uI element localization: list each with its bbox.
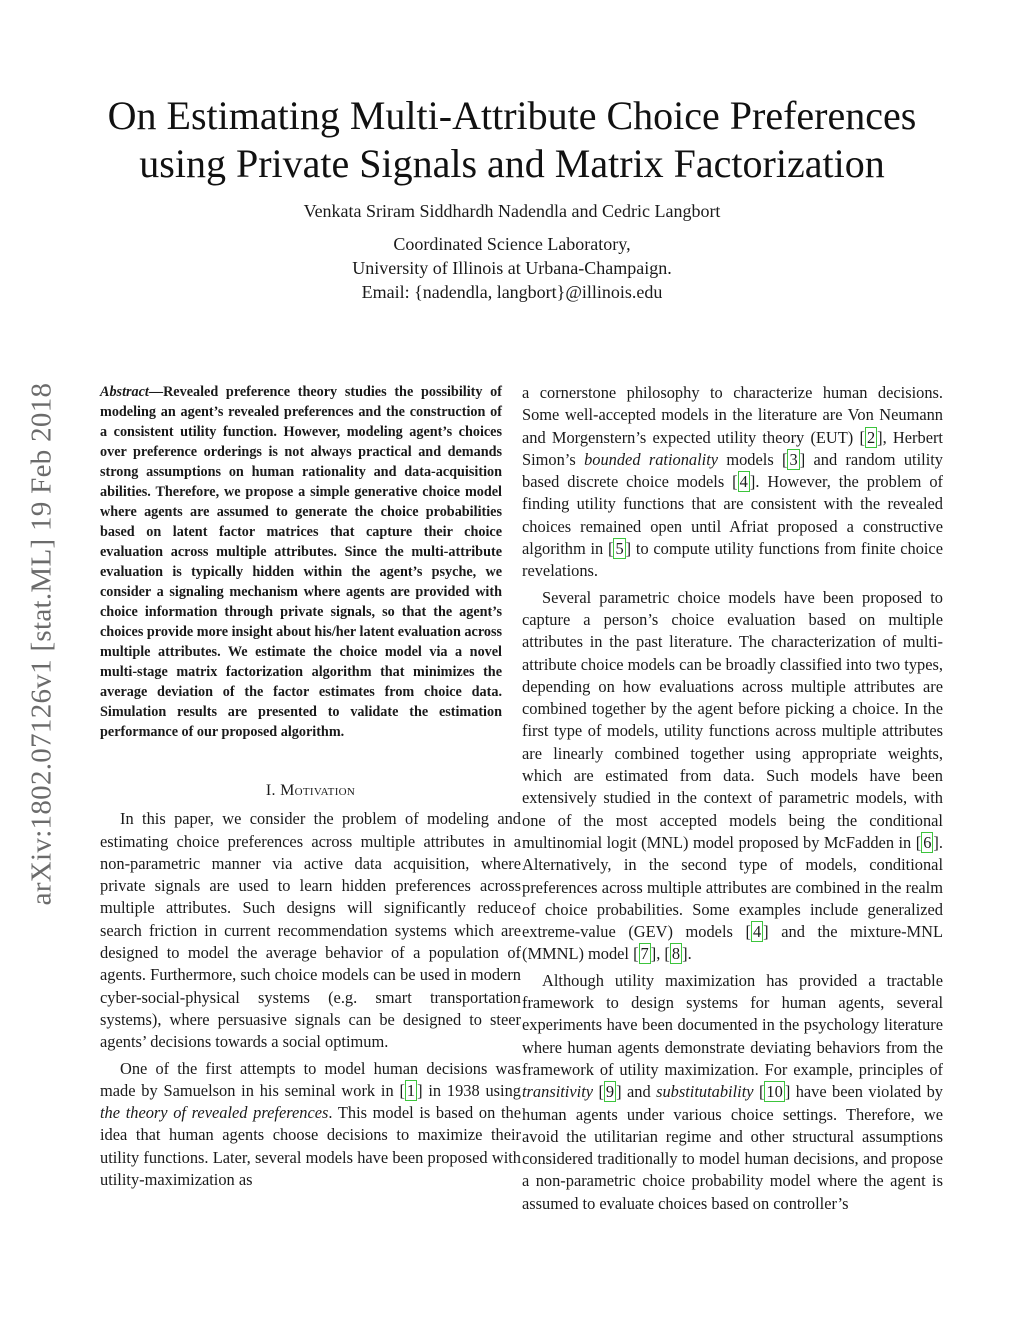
abstract-text: —Revealed preference theory studies the possibility of modeling an agent’s revealed preferences and the construction of a consistent utility function. However, modeling agent’s choices over preference orderings is not always practical and demands strong assumptions on human rationality and data-acquisition abilities. Therefore, we propose a simple generative choice model where agents are assumed to generate the choice probabilities based on latent factor matrices that capture their choice evaluation across multiple attributes. Since the multi-attribute evaluation is typically hidden within the agent’s psyche, we consider a signaling mechanism where agents are provided with choice information through private signals, so that the agent’s choices provide more insight about his/her latent evaluation across multiple attributes. We estimate the choice model via a novel multi-stage matrix factorization algorithm that minimizes the average deviation of the factor estimates from choice data. Simulation results are presented to validate the estimation performance of our proposed algorithm. <box>100 384 502 740</box>
text-run <box>754 1082 759 1101</box>
body-paragraph-parametric-models: Several parametric choice models have been proposed to capture a person’s choice evaluation based on multiple attributes in the past literature. The characterization of multi-attribute choice models can be broadly classified into two types, depending on how evaluations across multiple attributes are combined together by the agent before picking a choice. In the first type of models, utility functions across multiple attributes are linearly combined together using appropriate weights, which are estimated from data. Such models have been extensively studied in the context of parametric models, with one of the most accepted models being the conditional multinomial logit (MNL) model proposed by McFadden in [ 6 ]. Alternatively, in the second type of models, conditional preferences across multiple attributes are combined in the realm of choice probabilities. Some examples include generalized extreme-value (GEV) models [ 4 ] and the mixture-MNL (MMNL) model [ 7 ], [ 8 ]. <box>522 587 943 964</box>
section-title: Motivation <box>280 782 356 799</box>
arxiv-side-identifier: arXiv:1802.07126v1 [stat.ML] 19 Feb 2018 <box>25 382 58 906</box>
text-run: have been violated by human agents under various choice settings. Therefore, we avoid the utilitarian regime and other structural assumptions considered traditionally to model human decisions, and propose a non-parametric choice probability model where the agent is assumed to evaluate choices based on controller’s <box>522 1082 943 1213</box>
affiliation-email: Email: {nadendla, langbort}@illinois.edu <box>361 282 663 302</box>
citation-link[interactable]: 3 <box>789 449 798 469</box>
title-line-2: using Private Signals and Matrix Factorization <box>139 141 885 186</box>
intro-paragraph-2: One of the first attempts to model human decisions was made by Samuelson in his seminal work in [ 1 ] in 1938 using the theory of revealed preferences. This model is based on the idea that human agents choose decisions to maximize their utility functions. Later, several models have been proposed with utility-maximization as <box>100 1058 521 1190</box>
paper-title <box>60 92 964 188</box>
citation-link[interactable]: 6 <box>923 832 932 852</box>
text-run: . Alternatively, in the second type of models, conditional preferences across multiple attributes are combined in the realm of choice probabilities. Some examples include generalized extreme-value (GEV) models <box>522 832 943 942</box>
text-run: in 1938 using <box>422 1080 521 1100</box>
emphasis-text: bounded rationality <box>584 449 719 469</box>
abstract-label: Abstract <box>100 384 149 400</box>
left-column <box>100 382 521 1191</box>
citation-link[interactable]: 7 <box>640 944 649 964</box>
text-run <box>593 1082 598 1101</box>
emphasis-text: the theory of revealed preferences <box>100 1103 329 1123</box>
right-column <box>522 382 943 1215</box>
emphasis-text: substitutability <box>656 1082 754 1102</box>
text-run: and <box>621 1082 657 1102</box>
section-heading-motivation <box>100 780 521 802</box>
citation-link[interactable]: 1 <box>406 1080 416 1100</box>
text-run: to compute utility functions from finite choice revelations. <box>522 539 943 581</box>
abstract <box>100 382 502 742</box>
citation-link[interactable]: 4 <box>752 922 762 942</box>
text-run: a cornerstone philosophy to characterize human decisions. Some well-accepted models in the literature are Von Neumann and Morgenstern’s expected utility theory (EUT) <box>522 383 943 447</box>
intro-paragraph-1: In this paper, we consider the problem of modeling and estimating choice preferences across multiple attributes in a non-parametric manner via active data acquisition, where private signals are used to learn hidden preferences across multiple attributes. Such designs will significantly reduce search friction in current recommendation systems which are designed to model the average behavior of a population of agents. Furthermore, such choice models can be used in modern cyber-social-physical systems (e.g. smart transportation systems), where persuasive signals can be designed to steer agents’ decisions towards a social optimum. <box>100 809 521 1052</box>
citation-link[interactable]: 4 <box>739 472 748 492</box>
body-paragraph-continued: a cornerstone philosophy to characterize human decisions. Some well-accepted models in the literature are Von Neumann and Morgenstern’s expected utility theory (EUT) [ 2 ], Herbert Simon’s bounded rationality models [ 3 ] and random utility based discrete choice models [ 4 ]. However, the problem of finding utility functions that are consistent with the revealed choices remained open until Afriat proposed a constructive algorithm in [ 5 ] to compute utility functions from finite choice revelations. <box>522 383 943 581</box>
section-number: I. <box>265 782 276 799</box>
text-run: , Herbert Simon’s <box>522 427 943 469</box>
emphasis-text: transitivity <box>522 1082 594 1102</box>
text-run: , <box>656 944 665 964</box>
text-run: Several parametric choice models have been proposed to capture a person’s choice evaluation based on multiple attributes in the past literature. The characterization of multi-attribute choice models can be broadly classified into two types, depending on how evaluations across multiple attributes are combined together by the agent before picking a choice. In the first type of models, utility functions across multiple attributes are linearly combined together using appropriate weights, which are estimated from data. Such models have been extensively studied in the context of parametric models, with one of the most accepted models being the conditional multinomial logit (MNL) model proposed by McFadden in <box>522 587 943 852</box>
text-run: . However, the problem of finding utility functions that are consistent with the revealed choices remained open until Afriat proposed a constructive algorithm in <box>522 472 943 559</box>
text-run: One of the first attempts to model human decisions was made by Samuelson in his seminal work in <box>100 1058 521 1100</box>
affiliation-line-2: University of Illinois at Urbana-Champaign. <box>352 258 672 278</box>
text-run: . <box>687 944 692 964</box>
title-line-1: On Estimating Multi-Attribute Choice Preferences <box>107 93 917 138</box>
text-run: and random utility based discrete choice models <box>522 449 943 492</box>
citation-link[interactable]: 10 <box>766 1082 783 1102</box>
citation-link[interactable]: 5 <box>615 539 624 559</box>
citation-link[interactable]: 8 <box>671 944 681 964</box>
text-run: and the mixture-MNL (MMNL) model <box>522 922 943 964</box>
affiliation-block <box>60 232 964 304</box>
text-run: Although utility maximization has provided a tractable framework to design systems for human agents, several experiments have been documented in the psychology literature where human agents demonstrate deviating behaviors from the framework of utility maximization. For example, principles of <box>522 970 943 1079</box>
body-paragraph-utility-maximization: Although utility maximization has provided a tractable framework to design systems for human agents, several experiments have been documented in the psychology literature where human agents demonstrate deviating behaviors from the framework of utility maximization. For example, principles of transitivity [ 9 ] and substitutability [ 10 ] have been violated by human agents under various choice settings. Therefore, we avoid the utilitarian regime and other structural assumptions considered traditionally to model human decisions, and propose a non-parametric choice probability model where the agent is assumed to evaluate choices based on controller’s <box>522 970 943 1213</box>
author-list: Venkata Sriram Siddhardh Nadendla and Cedric Langbort <box>303 201 721 221</box>
affiliation-line-1: Coordinated Science Laboratory, <box>393 234 631 254</box>
text-run: . This model is based on the idea that human agents choose decisions to maximize their utility functions. Later, several models have been proposed with utility-maximization as <box>100 1103 521 1190</box>
citation-link[interactable]: 9 <box>605 1082 615 1102</box>
text-run: models <box>718 449 783 469</box>
citation-link[interactable]: 2 <box>866 427 876 447</box>
